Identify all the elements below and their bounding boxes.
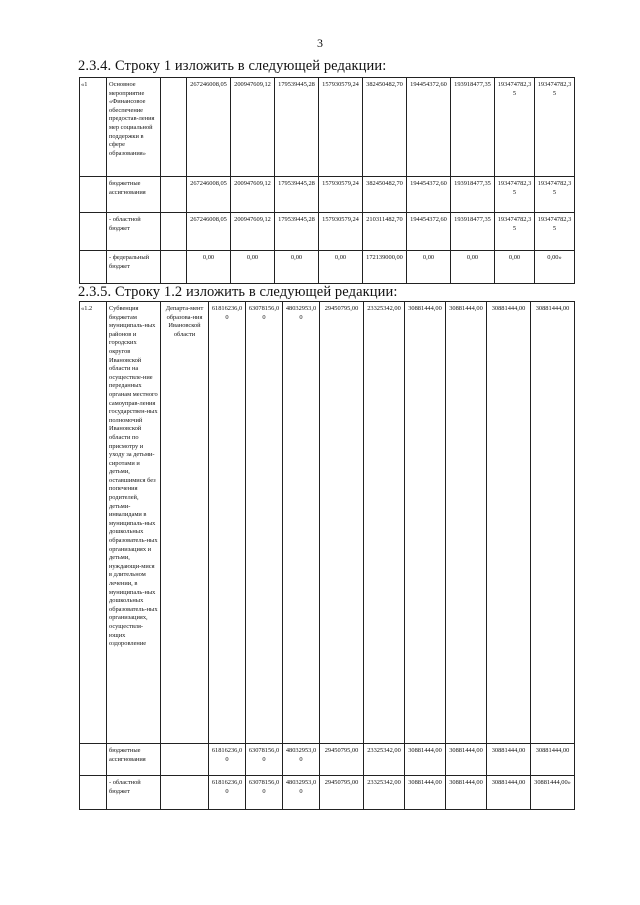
value-cell: 200947609,12 [231,78,275,177]
row-department-cell [161,213,187,251]
value-cell: 193474782,35 [535,78,575,177]
table-row [80,213,575,251]
value-cell: 193918477,35 [451,78,495,177]
value-cell: 0,00 [231,251,275,284]
row-label-cell: бюджетные ассигнования [107,744,161,776]
value-cell: 193474782,35 [495,177,535,213]
value-cell: 179539445,28 [275,177,319,213]
section-heading-1: 2.3.4. Строку 1 изложить в следующей редакции: [78,58,387,74]
row-label-cell: - федеральный бюджет [107,251,161,284]
value-cell: 30881444,00 [446,302,487,744]
value-cell: 48032953,00 [283,776,320,810]
table-row [80,302,575,744]
row-index-cell [80,251,107,284]
value-cell: 193918477,35 [451,177,495,213]
value-cell: 29450795,00 [320,776,364,810]
value-cell: 30881444,00 [405,302,446,744]
value-cell: 193474782,35 [535,177,575,213]
value-cell: 61816236,00 [209,776,246,810]
row-label-cell: - областной бюджет [107,213,161,251]
value-cell: 30881444,00 [487,302,531,744]
row-index-cell [80,213,107,251]
value-cell: 48032953,00 [283,302,320,744]
value-cell: 194454372,60 [407,78,451,177]
value-cell: 23325342,00 [364,776,405,810]
budget-table-2 [79,301,575,810]
value-cell: 48032953,00 [283,744,320,776]
value-cell: 382450482,70 [363,177,407,213]
value-cell: 157930579,24 [319,177,363,213]
value-cell: 30881444,00 [487,776,531,810]
value-cell: 23325342,00 [364,302,405,744]
value-cell: 267246008,05 [187,177,231,213]
value-cell: 193474782,35 [495,213,535,251]
row-department-cell: Департа-мент образова-ния Ивановской области [161,302,209,744]
value-cell: 0,00 [319,251,363,284]
value-cell: 23325342,00 [364,744,405,776]
table-row [80,78,575,177]
value-cell: 200947609,12 [231,213,275,251]
value-cell: 0,00 [275,251,319,284]
table-row [80,251,575,284]
row-index-cell [80,776,107,810]
budget-table-1 [79,77,575,284]
value-cell: 30881444,00 [405,744,446,776]
value-cell: 63078156,00 [246,302,283,744]
value-cell: 193474782,35 [535,213,575,251]
value-cell: 157930579,24 [319,213,363,251]
value-cell: 193918477,35 [451,213,495,251]
row-department-cell [161,251,187,284]
value-cell: 193474782,35 [495,78,535,177]
value-cell: 61816236,00 [209,302,246,744]
value-cell: 63078156,00 [246,776,283,810]
value-cell: 30881444,00» [531,776,575,810]
value-cell: 0,00 [187,251,231,284]
value-cell: 194454372,60 [407,213,451,251]
value-cell: 61816236,00 [209,744,246,776]
value-cell: 157930579,24 [319,78,363,177]
value-cell: 0,00» [535,251,575,284]
row-index-cell: «1 [80,78,107,177]
row-department-cell [161,776,209,810]
value-cell: 0,00 [451,251,495,284]
value-cell: 172139000,00 [363,251,407,284]
row-department-cell [161,177,187,213]
value-cell: 179539445,28 [275,78,319,177]
value-cell: 194454372,60 [407,177,451,213]
value-cell: 0,00 [407,251,451,284]
value-cell: 382450482,70 [363,78,407,177]
value-cell: 29450795,00 [320,302,364,744]
value-cell: 267246008,05 [187,213,231,251]
value-cell: 30881444,00 [446,744,487,776]
value-cell: 30881444,00 [531,744,575,776]
value-cell: 210311482,70 [363,213,407,251]
row-index-cell: «1.2 [80,302,107,744]
value-cell: 30881444,00 [405,776,446,810]
table-row [80,776,575,810]
row-department-cell [161,78,187,177]
row-label-cell: Субвенция бюджетам муниципаль-ных районов и городских округов Ивановской области на осуществле-ние переданных органам местного самоуправ-ления государствен-ных полномочий Ивановской области по присмотру и уходу за детьми-сиротами и детьми, оставшимися без попечения родителей, детьми-инвалидами в муниципаль-ных дошкольных образователь-ных организациях и детьми, нуждающи-мися в длительном лечении, в муниципаль-ных дошкольных образователь-ных организациях, осуществля-ющих оздоровление [107,302,161,744]
value-cell: 0,00 [495,251,535,284]
value-cell: 30881444,00 [487,744,531,776]
value-cell: 30881444,00 [446,776,487,810]
row-label-cell: - областной бюджет [107,776,161,810]
value-cell: 179539445,28 [275,213,319,251]
row-department-cell [161,744,209,776]
row-index-cell [80,744,107,776]
value-cell: 267246008,05 [187,78,231,177]
value-cell: 29450795,00 [320,744,364,776]
section-heading-2: 2.3.5. Строку 1.2 изложить в следующей редакции: [78,284,398,300]
value-cell: 200947609,12 [231,177,275,213]
value-cell: 63078156,00 [246,744,283,776]
value-cell: 30881444,00 [531,302,575,744]
page-number: 3 [317,36,323,50]
table-row [80,177,575,213]
row-index-cell [80,177,107,213]
row-label-cell: бюджетные ассигнования [107,177,161,213]
row-label-cell: Основное мероприятие «Финансовое обеспечение предостав-ления мер социальной поддержки в сфере образования» [107,78,161,177]
table-row [80,744,575,776]
